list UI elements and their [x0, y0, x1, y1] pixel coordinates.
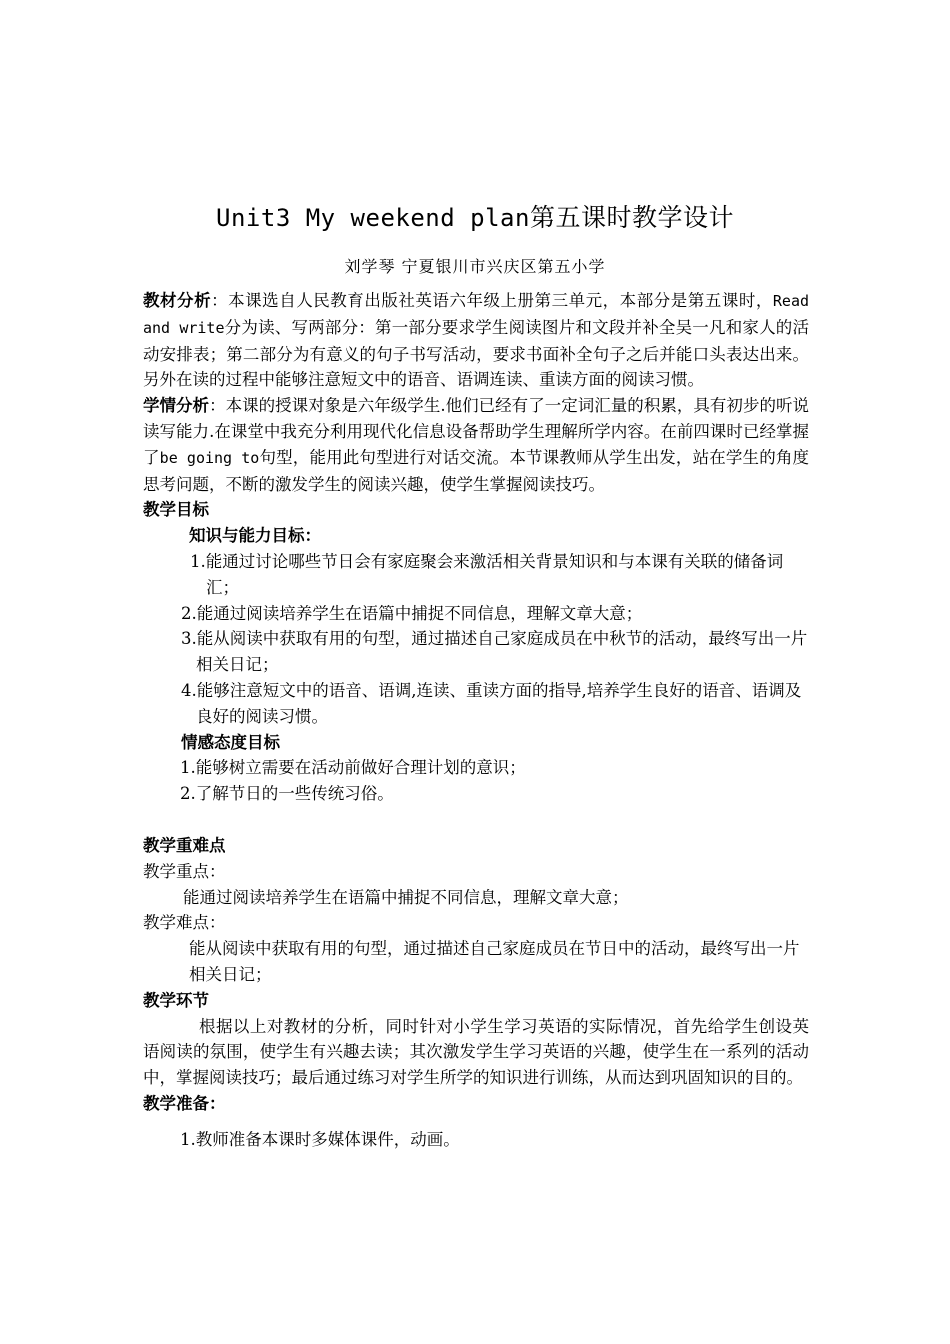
document-title: [0, 198, 950, 234]
title-english: Unit3 My weekend plan: [216, 204, 530, 232]
material-analysis: [143, 288, 809, 393]
material-analysis-text-2: 分为读、写两部分：第一部分要求学生阅读图片和文段并补全吴一凡和家人的活动安排表；第二部分为有意义的句子书写活动，要求书面补全句子之后并能口头表达出来。另外在读的过程中能够注意短文中的语音、语调连读、重读方面的阅读习惯。: [143, 317, 810, 390]
learner-analysis-english: be going to: [159, 448, 260, 467]
emotion-goal-item: 1.能够树立需要在活动前做好合理计划的意识；: [180, 758, 526, 778]
focus-label: 教学重点：: [143, 861, 226, 881]
learner-analysis-text-1: ：本课的授课对象是六年级学生.他们已经有了一定词汇量的积累，具有初步的听说读写能力.在课堂中我充分利用现代化信息设备帮助学生理解所学内容。在前四课时已经掌握了: [143, 396, 809, 467]
knowledge-goal-item: 2.能通过阅读培养学生在语篇中捕捉不同信息，理解文章大意；: [181, 603, 643, 623]
keypoints-heading: 教学重难点: [143, 835, 226, 855]
process-text: 根据以上对教材的分析，同时针对小学生学习英语的实际情况，首先给学生创设英语阅读的氛围，使学生有兴趣去读；其次激发学生学习英语的兴趣，使学生在一系列的活动中，掌握阅读技巧；最后通过练习对学生所学的知识进行训练，从而达到巩固知识的目的。: [143, 1016, 809, 1088]
goals-heading: 教学目标: [143, 500, 209, 520]
material-analysis-text-1: ：本课选自人民教育出版社英语六年级上册第三单元，本部分是第五课时，: [211, 291, 773, 310]
spacer: [143, 807, 809, 833]
knowledge-goals-heading: 知识与能力目标：: [189, 526, 321, 546]
knowledge-goal-item: 1.能通过讨论哪些节日会有家庭聚会来激活相关背景知识和与本课有关联的储备词汇；: [190, 551, 784, 597]
process-heading: 教学环节: [143, 990, 209, 1010]
material-analysis-label: 教材分析: [143, 291, 212, 310]
learner-analysis-label: 学情分析: [143, 396, 210, 416]
difficulty-label: 教学难点：: [143, 913, 226, 933]
difficulty-text: 能从阅读中获取有用的句型，通过描述自己家庭成员在节日中的活动，最终写出一片相关日记；: [189, 939, 800, 984]
material-analysis-english: Read and write: [143, 292, 810, 337]
emotion-goals-heading: 情感态度目标: [181, 732, 280, 752]
knowledge-goal-item: 4.能够注意短文中的语音、语调,连读、重读方面的指导,培养学生良好的语音、语调及良好的阅读习惯。: [181, 680, 802, 726]
author-line: 刘学琴 宁夏银川市兴庆区第五小学: [344, 257, 606, 276]
focus-text: 能通过阅读培养学生在语篇中捕捉不同信息，理解文章大意；: [183, 887, 629, 907]
preparation-item: 1.教师准备本课时多媒体课件，动画。: [180, 1129, 460, 1149]
document-body: [143, 288, 809, 1153]
title-chinese: 第五课时教学设计: [529, 203, 734, 232]
preparation-heading: 教学准备：: [143, 1093, 226, 1113]
learner-analysis-text-2: 句型，能用此句型进行对话交流。本节课教师从学生出发，站在学生的角度思考问题，不断的激发学生的阅读兴趣，使学生掌握阅读技巧。: [143, 447, 810, 494]
learner-analysis: [143, 393, 809, 497]
emotion-goal-item: 2.了解节日的一些传统习俗。: [180, 784, 394, 804]
knowledge-goal-item: 3.能从阅读中获取有用的句型，通过描述自己家庭成员在中秋节的活动，最终写出一片相关日记；: [181, 629, 808, 675]
